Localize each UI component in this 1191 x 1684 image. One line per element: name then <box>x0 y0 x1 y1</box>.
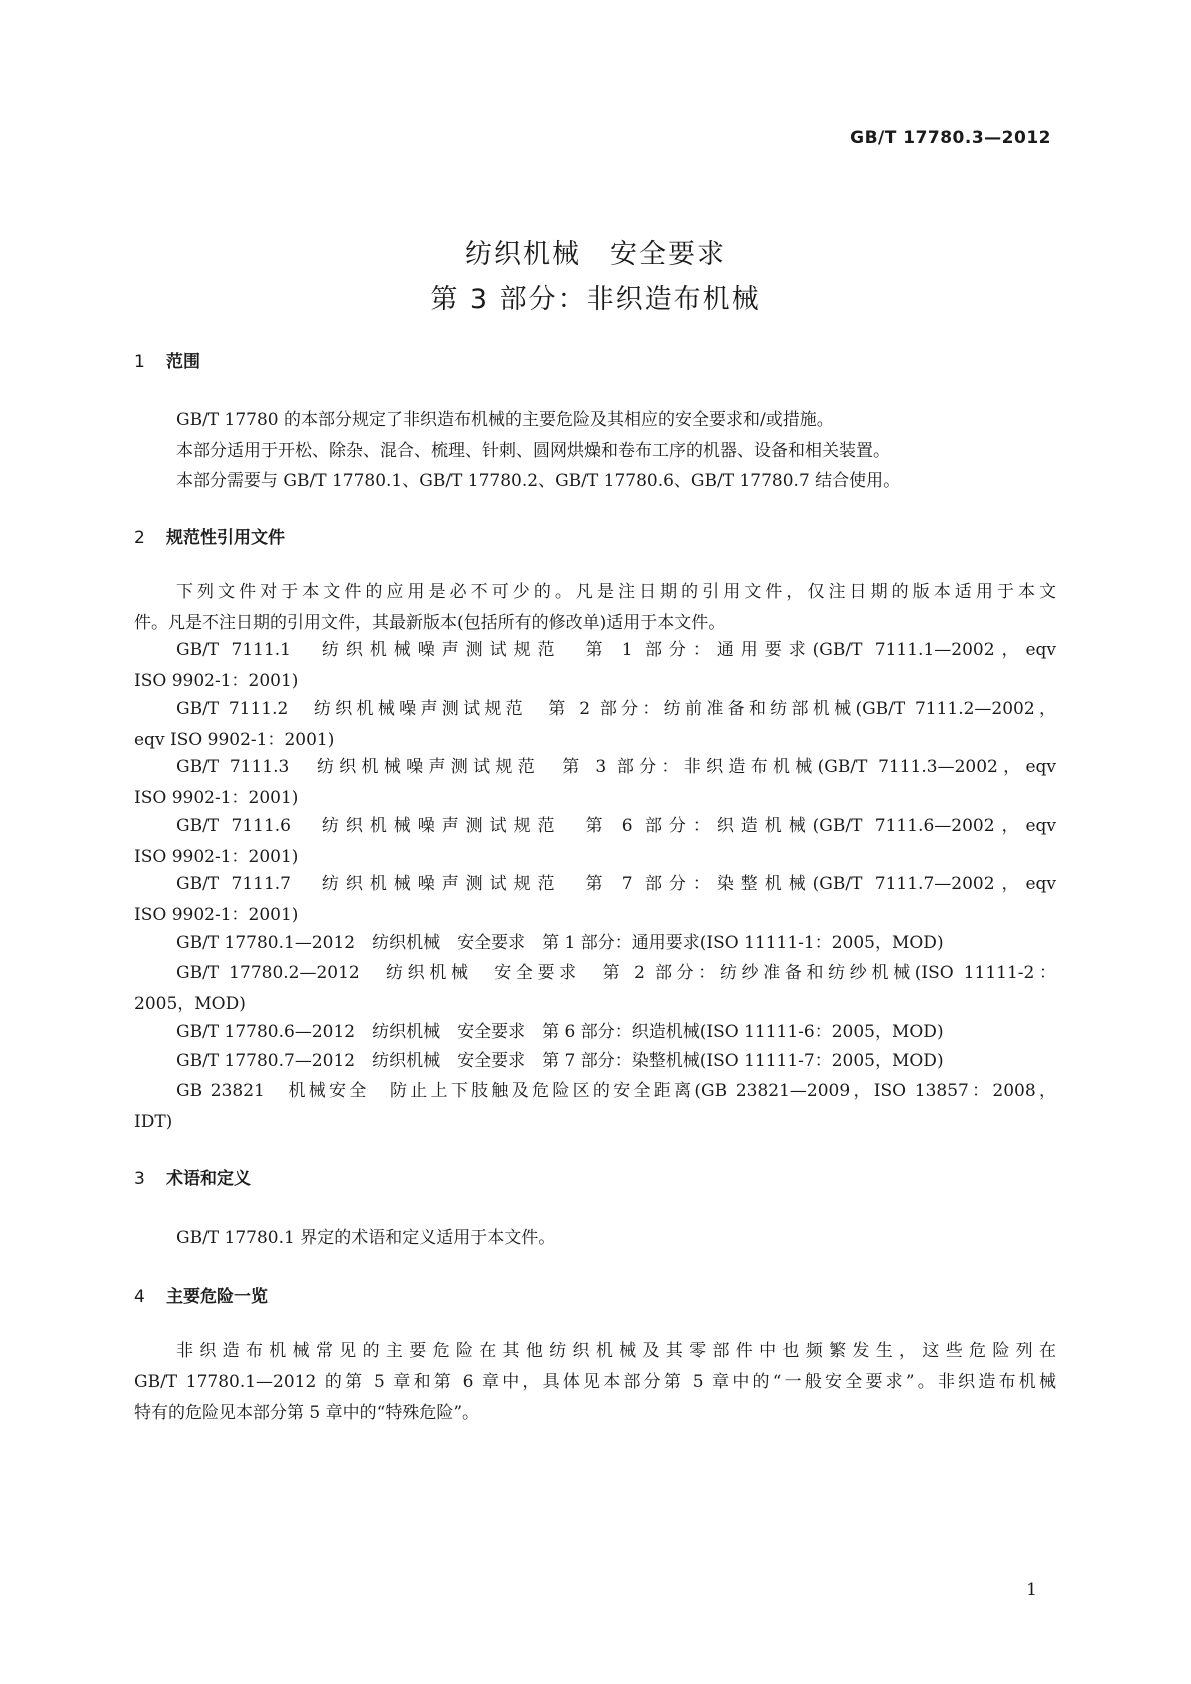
section-number: 1 <box>134 352 145 372</box>
section-3-paragraph: GB/T 17780.1 界定的术语和定义适用于本文件。 <box>176 1228 556 1248</box>
section-number: 2 <box>134 528 145 548</box>
text-line: 下列文件对于本文件的应用是必不可少的。凡是注日期的引用文件，仅注日期的版本适用于本文 <box>176 582 1056 602</box>
standard-number: GB/T 17780.3—2012 <box>850 128 1051 148</box>
text-line: GB/T 7111.2 纺织机械噪声测试规范 第 2 部分：纺前准备和纺部机械(GB/T 7111.2—2002， <box>176 699 1056 719</box>
text-line: GB/T 17780.1—2012 的第 5 章和第 6 章中，具体见本部分第 5 章中的“一般安全要求”。非织造布机械 <box>134 1372 1056 1392</box>
text-line: GB/T 7111.1 纺织机械噪声测试规范 第 1 部分：通用要求(GB/T 7111.1—2002，eqv <box>176 640 1056 660</box>
section-title: 范围 <box>166 352 200 372</box>
section-title: 规范性引用文件 <box>166 528 285 548</box>
section-1-paragraph: GB/T 17780 的本部分规定了非织造布机械的主要危险及其相应的安全要求和/或措施。 <box>176 410 834 430</box>
text-line: 件。凡是不注日期的引用文件，其最新版本(包括所有的修改单)适用于本文件。 <box>134 613 726 633</box>
reference-entry <box>134 635 1056 697</box>
text-line: GB/T 17780.2—2012 纺织机械 安全要求 第 2 部分：纺纱准备和纺纱机械(ISO 11111-2： <box>176 963 1056 983</box>
reference-entry <box>134 811 1056 873</box>
reference-entry <box>134 752 1056 814</box>
text-line: GB/T 7111.7 纺织机械噪声测试规范 第 7 部分：染整机械(GB/T 7111.7—2002，eqv <box>176 874 1056 894</box>
reference-entry <box>134 694 1056 756</box>
text-line: ISO 9902-1：2001) <box>134 671 299 691</box>
text-line: GB 23821 机械安全 防止上下肢触及危险区的安全距离(GB 23821—2009，ISO 13857：2008， <box>176 1081 1056 1101</box>
section-title: 术语和定义 <box>166 1169 251 1189</box>
reference-entry <box>134 1046 1056 1077</box>
text-line: eqv ISO 9902-1：2001) <box>134 730 335 750</box>
text-line: GB/T 17780.1—2012 纺织机械 安全要求 第 1 部分：通用要求(ISO 11111-1：2005，MOD) <box>176 933 944 953</box>
reference-entry <box>134 928 1056 959</box>
text-line: IDT) <box>134 1112 173 1132</box>
reference-entry <box>134 1076 1056 1138</box>
section-1-paragraph: 本部分需要与 GB/T 17780.1、GB/T 17780.2、GB/T 17780.6、GB/T 17780.7 结合使用。 <box>176 471 901 491</box>
section-3-heading <box>134 1164 251 1189</box>
text-line: GB/T 7111.3 纺织机械噪声测试规范 第 3 部分：非织造布机械(GB/T 7111.3—2002，eqv <box>176 757 1056 777</box>
section-number: 4 <box>134 1287 145 1307</box>
text-line: 特有的危险见本部分第 5 章中的“特殊危险”。 <box>134 1403 480 1423</box>
reference-entry <box>134 869 1056 931</box>
text-line: 非织造布机械常见的主要危险在其他纺织机械及其零部件中也频繁发生，这些危险列在 <box>176 1341 1056 1361</box>
text-line: ISO 9902-1：2001) <box>134 847 299 867</box>
section-number: 3 <box>134 1169 145 1189</box>
text-line: ISO 9902-1：2001) <box>134 788 299 808</box>
section-1-heading <box>134 347 200 372</box>
section-4-paragraph <box>134 1336 1056 1429</box>
section-1-paragraph: 本部分适用于开松、除杂、混合、梳理、针刺、圆网烘燥和卷布工序的机器、设备和相关装置。 <box>176 441 890 461</box>
section-4-heading <box>134 1282 268 1307</box>
text-line: ISO 9902-1：2001) <box>134 905 299 925</box>
page-number: 1 <box>1026 1580 1037 1600</box>
document-title-line1: 纺织机械 安全要求 <box>465 239 726 270</box>
text-line: GB/T 7111.6 纺织机械噪声测试规范 第 6 部分：织造机械(GB/T 7111.6—2002，eqv <box>176 816 1056 836</box>
text-line: 2005，MOD) <box>134 994 246 1014</box>
text-line: GB/T 17780.7—2012 纺织机械 安全要求 第 7 部分：染整机械(ISO 11111-7：2005，MOD) <box>176 1051 944 1071</box>
section-title: 主要危险一览 <box>166 1287 268 1307</box>
text-line: GB/T 17780.6—2012 纺织机械 安全要求 第 6 部分：织造机械(ISO 11111-6：2005，MOD) <box>176 1022 944 1042</box>
reference-entry <box>134 958 1056 1020</box>
section-2-intro <box>134 577 1056 639</box>
section-2-heading <box>134 523 285 548</box>
document-title-line2: 第 3 部分：非织造布机械 <box>430 284 761 315</box>
reference-entry <box>134 1017 1056 1048</box>
